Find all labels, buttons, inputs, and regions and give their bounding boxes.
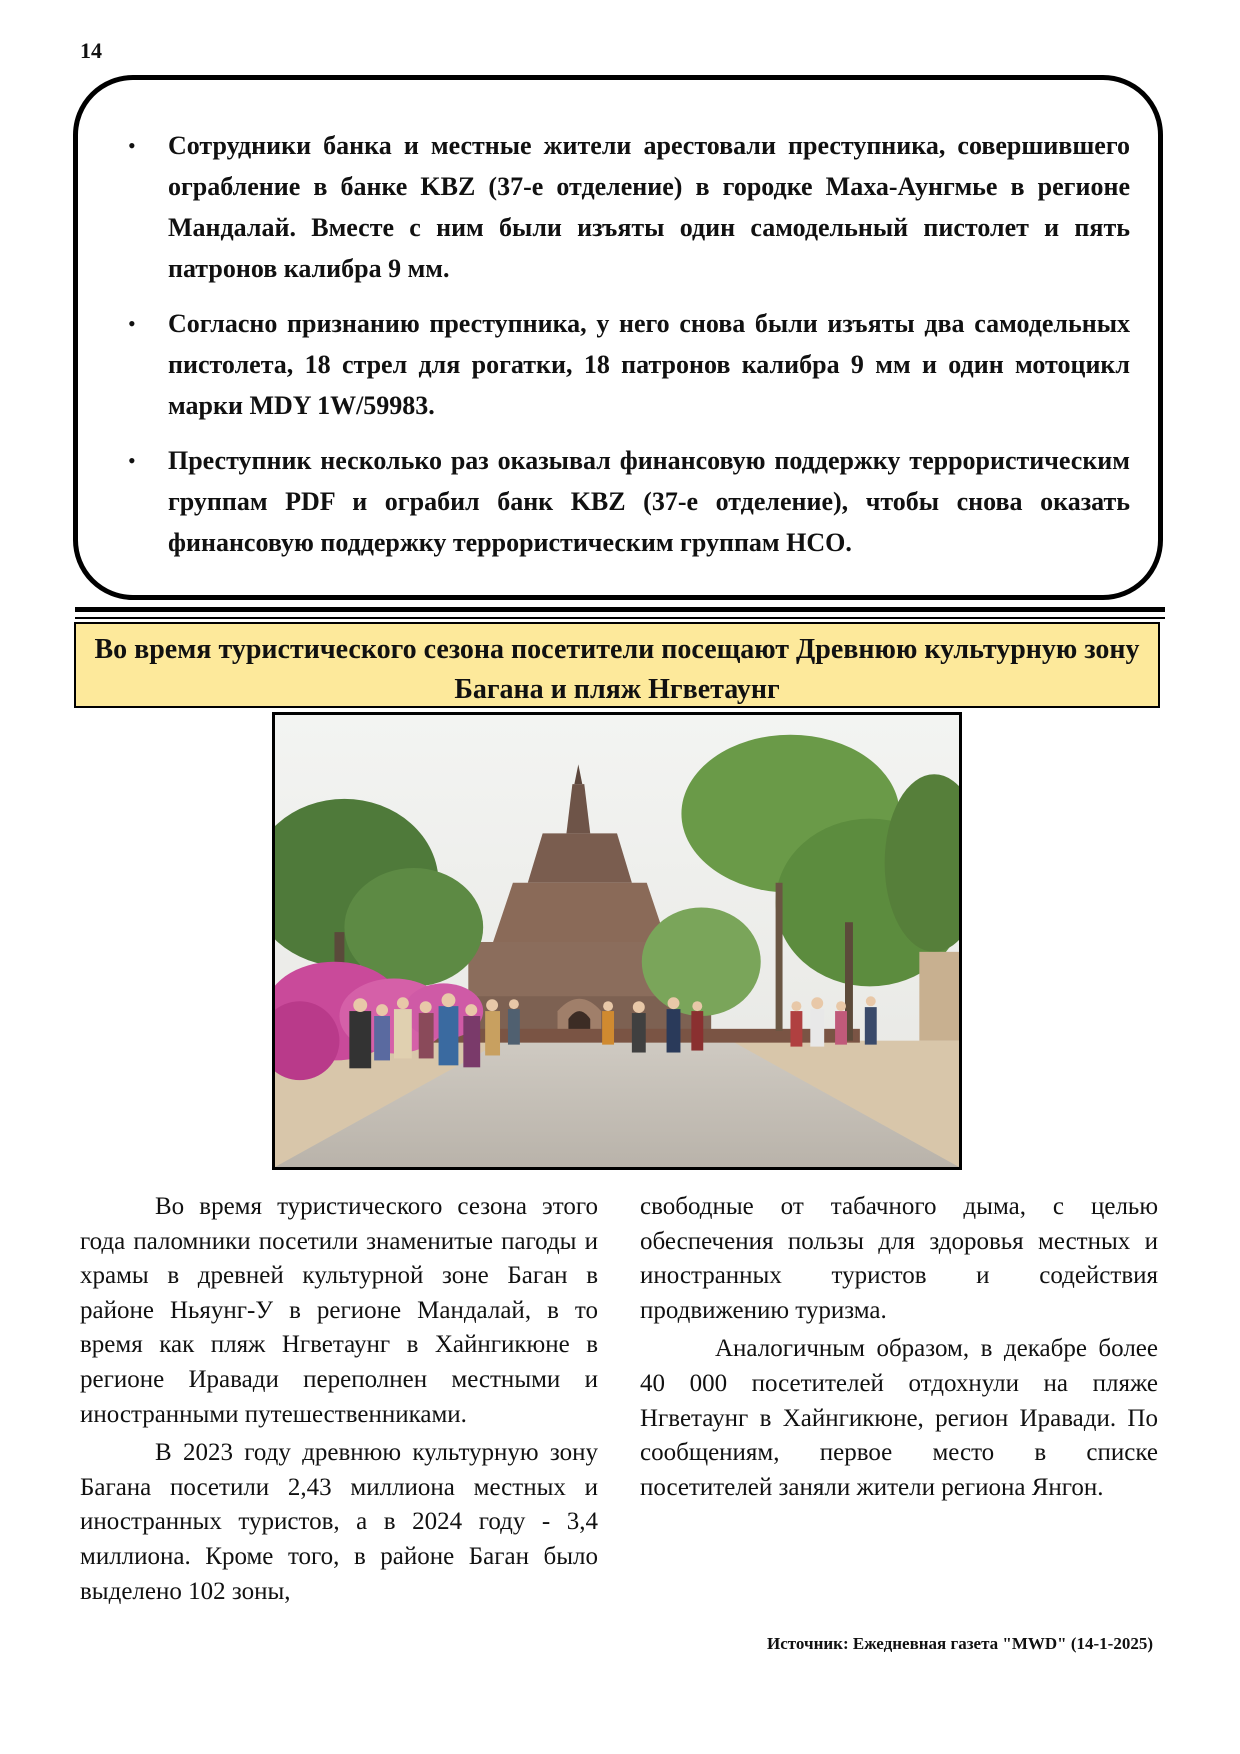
callout-bullet-item xyxy=(128,125,1130,289)
article-paragraph: Во время туристического сезона этого года паломники посетили знаменитые пагоды и храмы в древней культурной зоне Баган в районе Ньяунг-У в регионе Мандалай, в то время как пляж Нгветаунг в Хайнгикюне в регионе Иравади переполнен местными и иностранными путешественниками. xyxy=(80,1193,598,1428)
article-source: Источник: Ежедневная газета "MWD" (14-1-2025) xyxy=(767,1634,1153,1653)
callout-bullet-item xyxy=(128,303,1130,426)
article-paragraph: В 2023 году древнюю культурную зону Багана посетили 2,43 миллиона местных и иностранных туристов, а в 2024 году - 3,4 миллиона. Кроме того, в районе Баган было выделено 102 зоны, xyxy=(80,1439,598,1605)
article-paragraph-continued: свободные от табачного дыма, с целью обеспечения пользы для здоровья местных и иностранных туристов и содействия продвижению туризма. xyxy=(640,1193,1158,1324)
callout-box xyxy=(73,75,1163,600)
article-column-left xyxy=(80,1190,598,1613)
callout-bullet-text: Преступник несколько раз оказывал финансовую поддержку террористическим группам PDF и ограбил банк KBZ (37-е отделение), чтобы снова оказать финансовую поддержку террористическим группам НСО. xyxy=(168,446,1130,557)
article-headline: Во время туристического сезона посетители посещают Древнюю культурную зону Багана и пляж Нгветаунг xyxy=(74,622,1160,708)
bullet-icon: • xyxy=(128,311,136,336)
callout-bullet-list xyxy=(128,125,1130,563)
callout-bullet-text: Согласно признанию преступника, у него снова были изъяты два самодельных пистолета, 18 стрел для рогатки, 18 патронов калибра 9 мм и один мотоцикл марки MDY 1W/59983. xyxy=(168,309,1130,420)
callout-bullet-item xyxy=(128,440,1130,563)
article-paragraph: Аналогичным образом, в декабре более 40 000 посетителей отдохнули на пляже Нгветаунг в Хайнгикюне, регион Иравади. По сообщениям, первое место в списке посетителей заняли жители региона Янгон. xyxy=(640,1335,1158,1501)
bagan-temple-photo xyxy=(275,715,959,1167)
callout-bullet-text: Сотрудники банка и местные жители арестовали преступника, совершившего ограбление в банке KBZ (37-е отделение) в городке Маха-Аунгмье в регионе Мандалай. Вместе с ним были изъяты один самодельный пистолет и пять патронов калибра 9 мм. xyxy=(168,131,1130,283)
section-divider-thick xyxy=(75,607,1165,612)
article-photo xyxy=(272,712,962,1170)
bullet-icon: • xyxy=(128,133,136,158)
bullet-icon: • xyxy=(128,448,136,473)
article-column-right xyxy=(640,1190,1158,1509)
page-number: 14 xyxy=(80,38,102,63)
section-divider-thin xyxy=(75,617,1165,619)
